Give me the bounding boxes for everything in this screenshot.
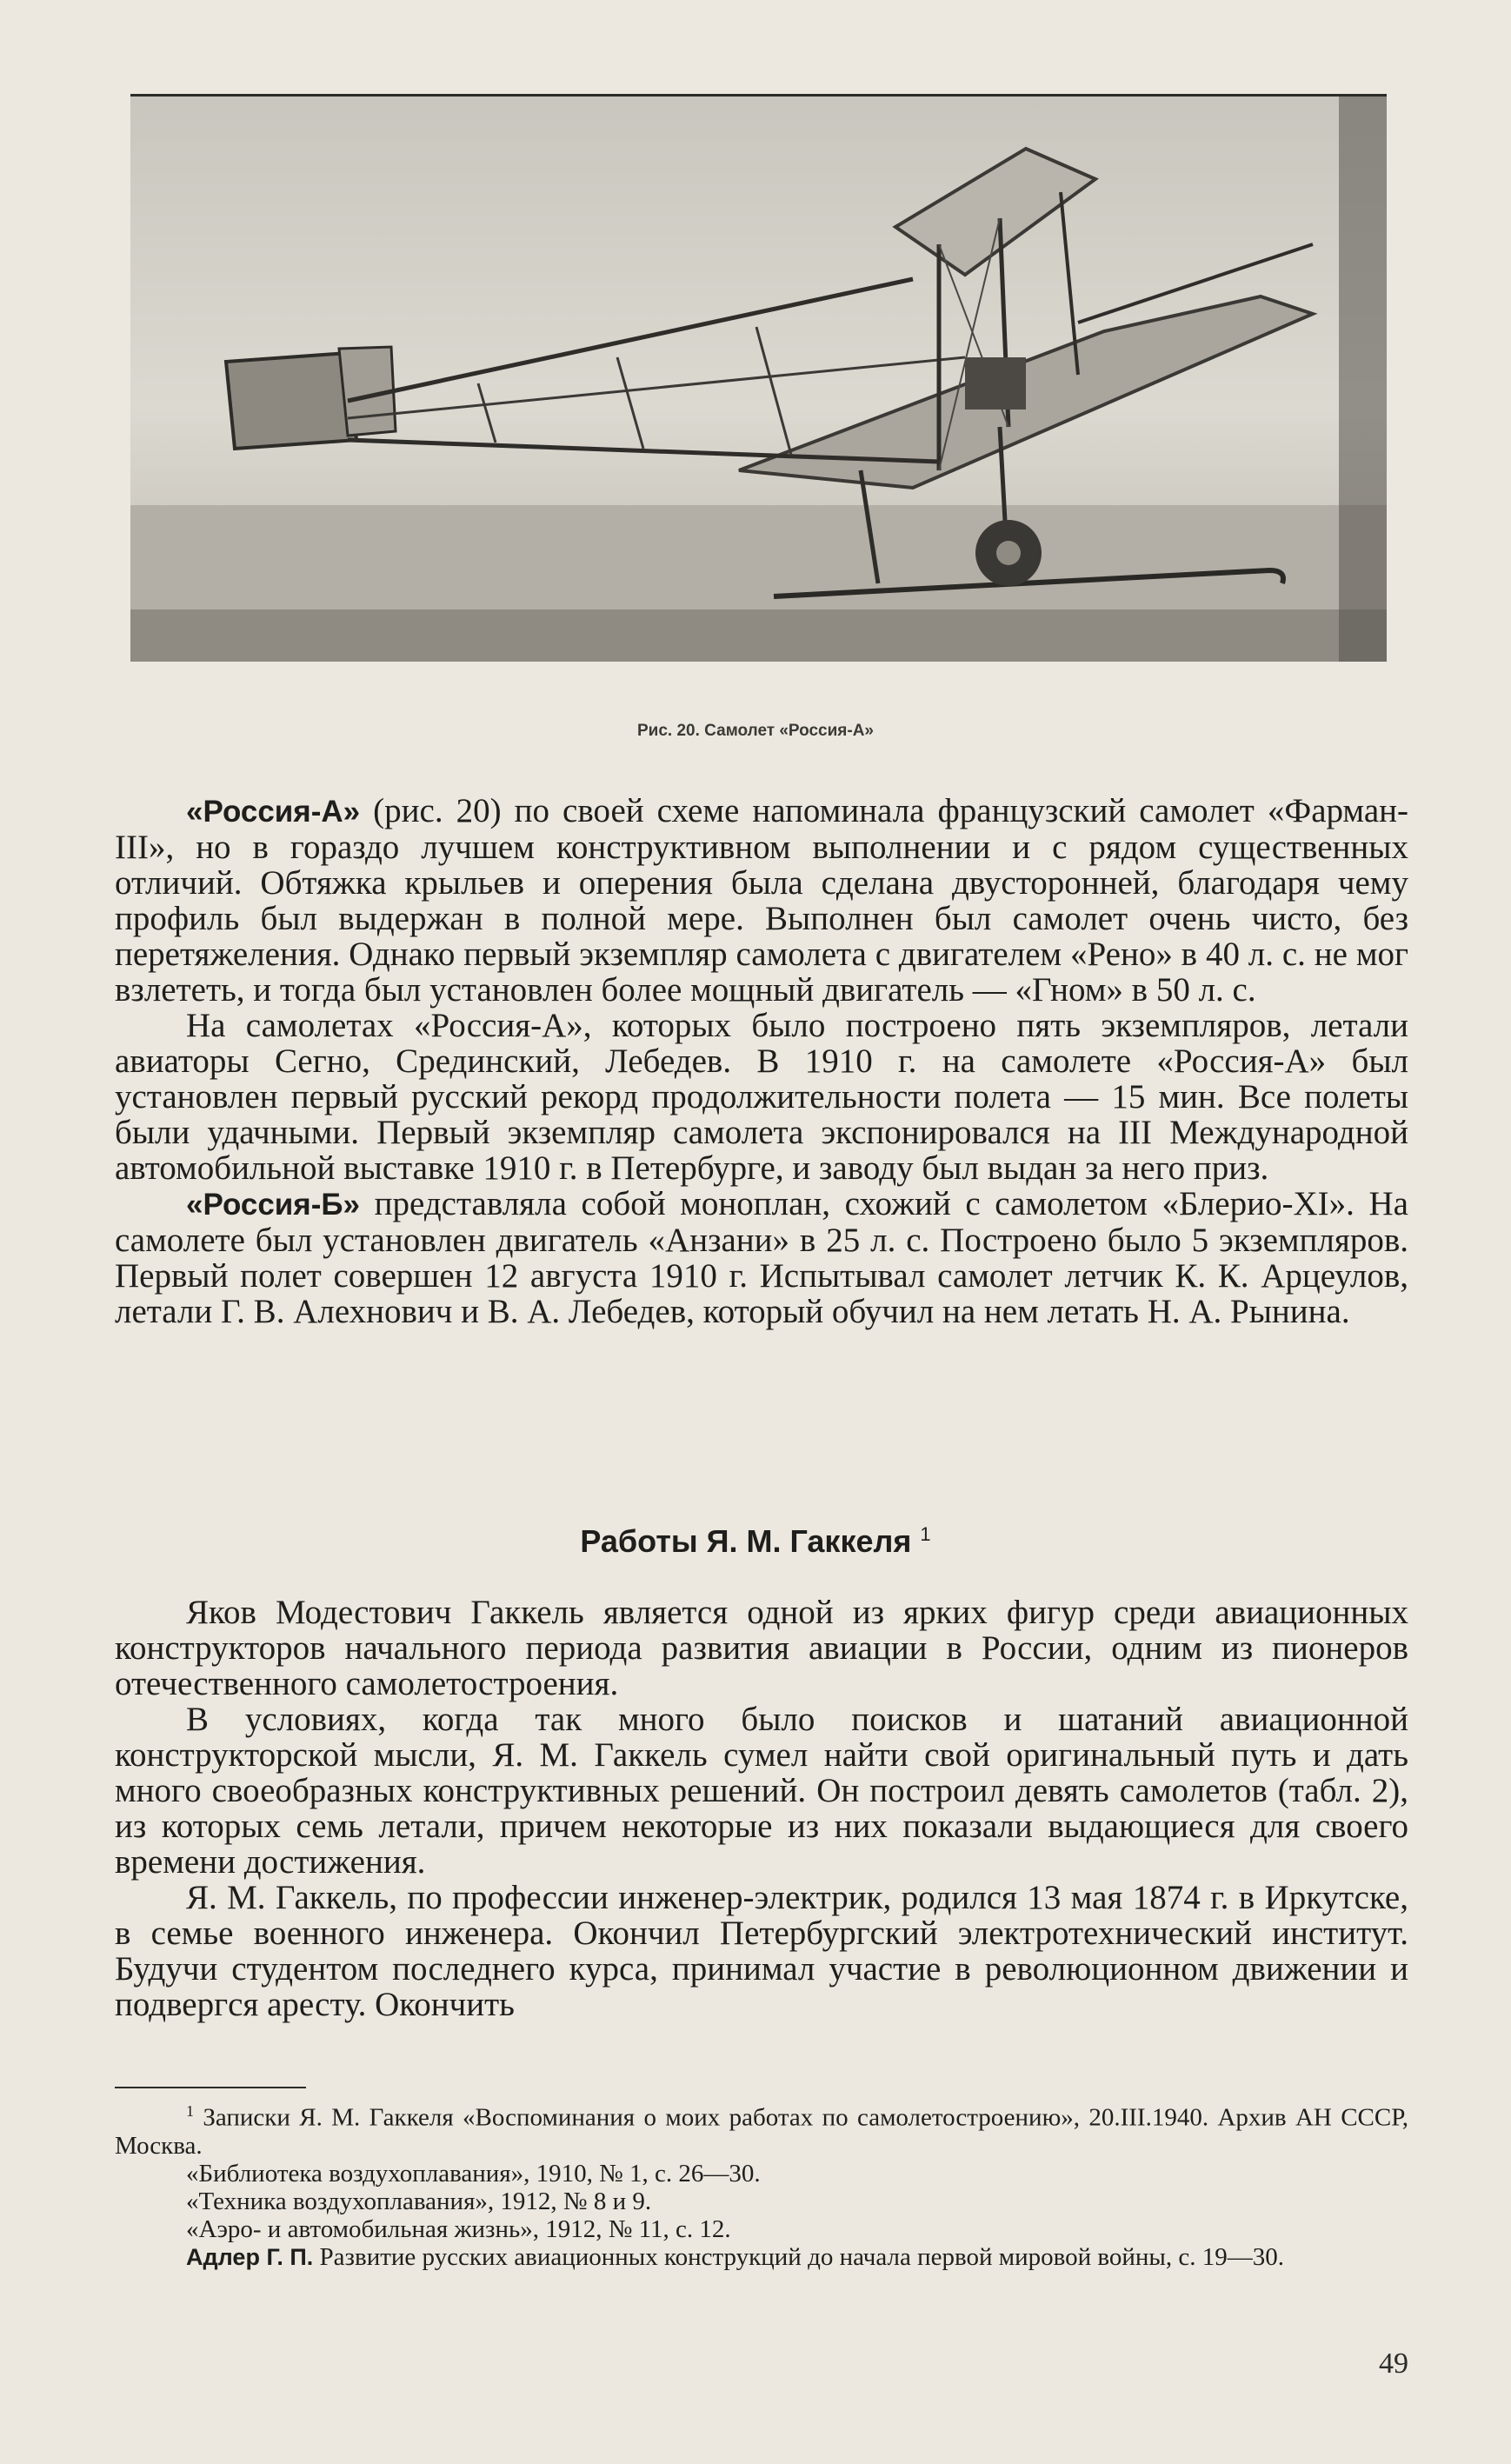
section-gakkel xyxy=(115,1595,1408,2022)
paragraph: На самолетах «Россия-А», которых было построено пять экземпляров, летали авиаторы Сегно, Срединский, Лебедев. В 1910 г. на самолете «Россия-А» был установлен первый русский рекорд продолжительности полета — 15 мин. Все полеты были удачными. Первый экземпляр самолета экспонировался на III Международной автомобильной выставке 1910 г. в Петербурге, и заводу был выдан за него приз. xyxy=(115,1007,1408,1187)
paragraph: Я. М. Гаккель, по профессии инженер-электрик, родился 13 мая 1874 г. в Иркутске, в семье военного инженера. Окончил Петербургский электротехнический институт. Будучи студентом последнего курса, принимал участие в революционном движении и подвергся аресту. Окончить xyxy=(115,1879,1408,2023)
paragraph xyxy=(115,793,1408,1008)
footnote-author: Адлер Г. П. xyxy=(186,2243,314,2270)
paragraph: В условиях, когда так много было поисков и шатаний авиационной конструкторской мысли, Я. М. Гаккель сумел найти свой оригинальный путь и дать много своеобразных конструктивных решений. Он построил девять самолетов (табл. 2), из которых семь летали, причем некоторые из них показали выдающиеся для своего времени достижения. xyxy=(115,1701,1408,1881)
footnote-ref: 1 xyxy=(920,1523,931,1545)
term-rossiya-b: «Россия-Б» xyxy=(186,1188,361,1222)
footnote-text: Развитие русских авиационных конструкций до начала первой мировой войны, с. 19—30. xyxy=(313,2242,1285,2271)
airplane-illustration xyxy=(130,97,1387,662)
footnote: «Библиотека воздухоплавания», 1910, № 1, с. 26—30. xyxy=(186,2159,761,2188)
paragraph-text: представляла собой моноплан, схожий с самолетом «Блерио-XI». На самолете был установлен двигатель «Анзани» в 25 л. с. Построено было 5 экземпляров. Первый полет совершен 12 августа 1910 г. Испытывал самолет летчик К. К. Арцеулов, летали Г. В. Алехнович и В. А. Лебедев, который обучил на нем летать Н. А. Рынина. xyxy=(115,1185,1408,1330)
term-rossiya-a: «Россия-А» xyxy=(186,795,361,829)
figure-caption: Рис. 20. Самолет «Россия-А» xyxy=(637,722,874,740)
airplane-photo xyxy=(130,94,1387,662)
footnote-divider xyxy=(115,2087,306,2088)
heading-text: Работы Я. М. Гаккеля xyxy=(580,1523,912,1559)
footnote xyxy=(115,2243,1408,2271)
footnote: «Аэро- и автомобильная жизнь», 1912, № 11, с. 12. xyxy=(186,2214,731,2243)
section-heading xyxy=(0,1523,1511,1560)
footnote-text: Записки Я. М. Гаккеля «Воспоминания о моих работах по самолетостроению», 20.III.1940. Архив АН СССР, Москва. xyxy=(115,2103,1408,2160)
footnote-marker: 1 xyxy=(186,2102,194,2120)
page-number: 49 xyxy=(1379,2347,1408,2380)
section-rossiya xyxy=(115,793,1408,1329)
paragraph: Яков Модестович Гаккель является одной из ярких фигур среди авиационных конструкторов начального периода развития авиации в России, одним из пионеров отечественного самолетостроения. xyxy=(115,1594,1408,1702)
footnote xyxy=(115,2097,1408,2160)
footnotes xyxy=(115,2097,1408,2271)
paragraph-text: (рис. 20) по своей схеме напоминала французский самолет «Фарман-III», но в гораздо лучшем конструктивном выполнении и с рядом существенных отличий. Обтяжка крыльев и оперения была сделана двусторонней, благодаря чему профиль был выдержан в полной мере. Выполнен был самолет очень чисто, без перетяжеления. Однако первый экземпляр самолета с двигателем «Рено» в 40 л. с. не мог взлететь, и тогда был установлен более мощный двигатель — «Гном» в 50 л. с. xyxy=(115,792,1408,1009)
footnote: «Техника воздухоплавания», 1912, № 8 и 9. xyxy=(186,2187,652,2215)
paragraph xyxy=(115,1186,1408,1329)
